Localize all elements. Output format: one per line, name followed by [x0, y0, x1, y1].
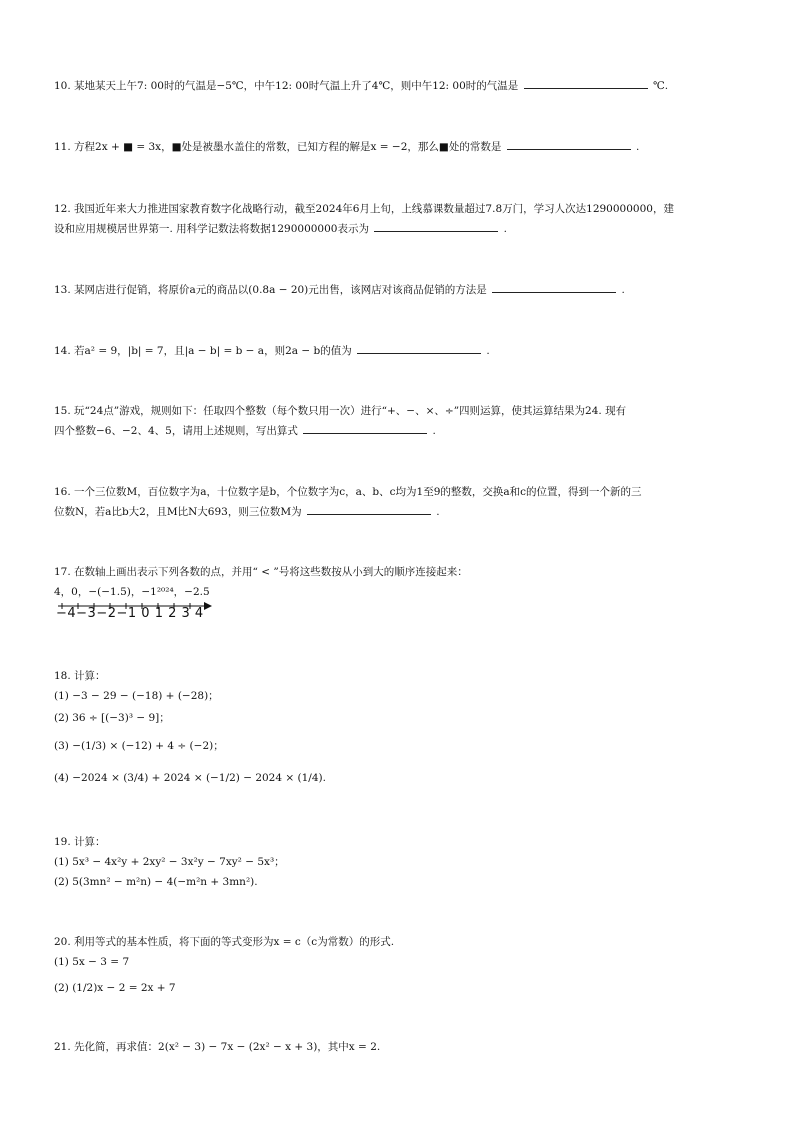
answer-blank-11[interactable] — [507, 137, 631, 150]
question-11 — [54, 137, 750, 156]
question-15-line1: 15. 玩“24点”游戏，规则如下：任取四个整数（每个数只用一次）进行“+、−、×、÷”四则运算，使其运算结果为24. 现有 — [54, 405, 627, 417]
question-17 — [54, 562, 750, 602]
question-20-part1: (1) 5x − 3 = 7 — [54, 956, 130, 968]
question-20 — [54, 932, 750, 998]
question-18-title: 18. 计算： — [54, 670, 106, 682]
question-19 — [54, 832, 750, 892]
question-21-text: 21. 先化简，再求值：2(x² − 3) − 7x − (2x² − x + 3)，其中x = 2. — [54, 1041, 381, 1053]
question-20-title: 20. 利用等式的基本性质，将下面的等式变形为x = c（c为常数）的形式. — [54, 936, 395, 948]
question-14-end: . — [486, 345, 490, 357]
question-21 — [54, 1038, 750, 1056]
question-12-line1: 12. 我国近年来大力推进国家教育数字化战略行动，截至2024年6月上旬，上线慕课数量超过7.8万门，学习人次达1290000000，建 — [54, 203, 674, 215]
answer-blank-10[interactable] — [524, 76, 648, 89]
question-15-end: . — [432, 425, 436, 437]
answer-blank-15[interactable] — [303, 421, 427, 434]
question-18-part3: (3) −(1/3) × (−12) + 4 ÷ (−2)； — [54, 740, 224, 752]
question-16-end: . — [436, 506, 440, 518]
question-11-end: . — [636, 141, 640, 153]
question-11-text: 11. 方程2x + ■ = 3x，■处是被墨水盖住的常数，已知方程的解是x = −2，那么■处的常数是 — [54, 141, 502, 153]
number-line-labels: −4−3−2−1 0 1 2 3 4 — [56, 606, 204, 621]
question-13 — [54, 280, 750, 299]
question-15 — [54, 401, 750, 441]
question-17-numbers: 4，0，−(−1.5)，−1²⁰²⁴，−2.5 — [54, 586, 210, 598]
question-14-text: 14. 若a² = 9，|b| = 7，且|a − b| = b − a，则2a − b的值为 — [54, 345, 352, 357]
question-12-end: . — [503, 223, 508, 235]
question-10 — [54, 76, 750, 95]
question-12-line2: 设和应用规模居世界第一. 用科学记数法将数据1290000000表示为 — [54, 223, 369, 235]
question-10-text: 10. 某地某天上午7: 00时的气温是−5℃，中午12: 00时气温上升了4℃，则中午12: 00时的气温是 — [54, 80, 519, 92]
answer-blank-16[interactable] — [307, 502, 431, 515]
question-18-part1: (1) −3 − 29 − (−18) + (−28)； — [54, 690, 219, 702]
question-12 — [54, 199, 750, 239]
question-17-line1: 17. 在数轴上画出表示下列各数的点，并用“ < ”号将这些数按从小到大的顺序连接起来： — [54, 566, 468, 578]
number-line-arrow — [204, 602, 212, 610]
question-16-line1: 16. 一个三位数M，百位数字为a，十位数字是b，个位数字为c，a、b、c均为1至9的整数，交换a和c的位置，得到一个新的三 — [54, 486, 642, 498]
question-18 — [54, 666, 750, 788]
question-13-end: . — [621, 284, 625, 296]
question-15-line2: 四个整数−6、−2、4、5，请用上述规则，写出算式 — [54, 425, 298, 437]
question-16 — [54, 482, 750, 522]
question-13-text: 13. 某网店进行促销，将原价a元的商品以(0.8a − 20)元出售，该网店对该商品促销的方法是 — [54, 284, 487, 296]
answer-blank-14[interactable] — [357, 341, 481, 354]
question-14 — [54, 341, 750, 360]
question-19-title: 19. 计算： — [54, 836, 106, 848]
question-20-part2: (2) (1/2)x − 2 = 2x + 7 — [54, 982, 176, 994]
question-19-part2: (2) 5(3mn² − m²n) − 4(−m²n + 3mn²). — [54, 876, 258, 888]
question-18-part4: (4) −2024 × (3/4) + 2024 × (−1/2) − 2024 × (1/4). — [54, 772, 326, 784]
answer-blank-13[interactable] — [492, 280, 616, 293]
question-10-unit: ℃. — [652, 80, 669, 92]
answer-blank-12[interactable] — [374, 219, 498, 232]
question-19-part1: (1) 5x³ − 4x²y + 2xy² − 3x²y − 7xy² − 5x³； — [54, 856, 285, 868]
question-16-line2: 位数N，若a比b大2，且M比N大693，则三位数M为 — [54, 506, 302, 518]
question-18-part2: (2) 36 ÷ [(−3)³ − 9]； — [54, 712, 170, 724]
